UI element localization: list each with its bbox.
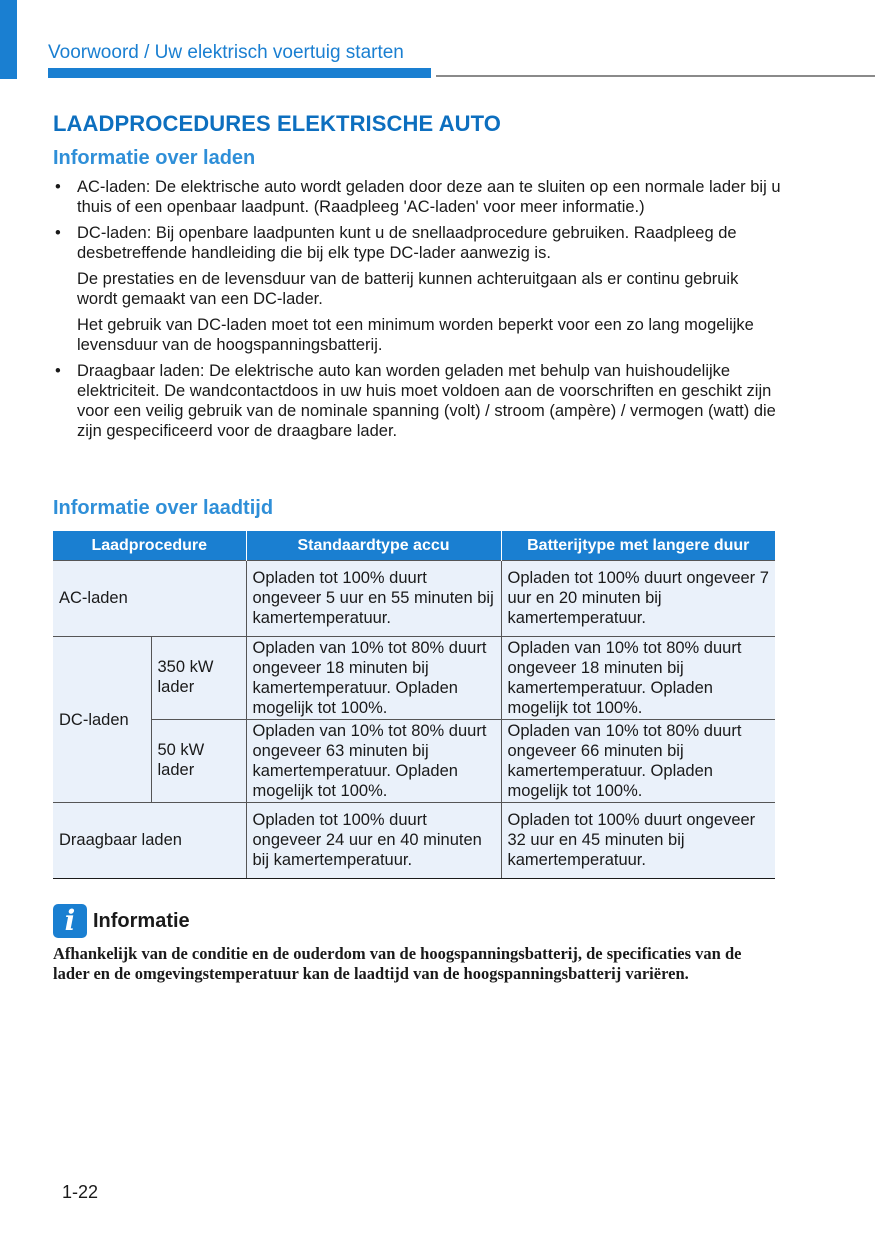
info-note	[53, 904, 773, 984]
charging-time-table	[53, 531, 775, 879]
list-item-text: Het gebruik van DC-laden moet tot een minimum worden beperkt voor een zo lang mogelijke levensduur van de hoogspanningsbatterij.	[77, 316, 754, 354]
column-header: Standaardtype accu	[246, 531, 501, 561]
header-rule	[436, 75, 875, 77]
table-row	[53, 720, 775, 803]
list-item-portable	[53, 361, 783, 441]
table-cell: Opladen tot 100% duurt ongeveer 5 uur en 55 minuten bij kamertemperatuur.	[246, 561, 501, 637]
list-item-ac	[53, 177, 783, 217]
heading-charging-time: Informatie over laadtijd	[53, 497, 274, 519]
info-icon: i	[53, 904, 87, 938]
table-cell: Opladen van 10% tot 80% duurt ongeveer 66 minuten bij kamertemperatuur. Opladen mogelijk tot 100%.	[501, 720, 775, 803]
table-cell: Opladen tot 100% duurt ongeveer 24 uur en 40 minuten bij kamertemperatuur.	[246, 803, 501, 879]
table-row	[53, 803, 775, 879]
bullet-icon: •	[55, 178, 61, 196]
column-header: Batterijtype met langere duur	[501, 531, 775, 561]
page-title: LAADPROCEDURES ELEKTRISCHE AUTO	[53, 111, 502, 136]
heading-charging-info: Informatie over laden	[53, 147, 256, 169]
column-header: Laadprocedure	[53, 531, 246, 561]
table-row	[53, 637, 775, 720]
info-text: Afhankelijk van de conditie en de ouderdom van de hoogspanningsbatterij, de specificaties van de lader en de omgevingstemperatuur kan de laadtijd van de hoogspanningsbatterij variëren.	[53, 944, 742, 983]
list-item-dc	[53, 223, 783, 355]
info-header	[53, 904, 773, 938]
charger-label: 50 kW lader	[151, 720, 246, 803]
header-rule-accent	[48, 68, 431, 78]
table-cell: Opladen van 10% tot 80% duurt ongeveer 18 minuten bij kamertemperatuur. Opladen mogelijk tot 100%.	[501, 637, 775, 720]
page-edge-tab	[0, 0, 17, 79]
table-cell: Opladen van 10% tot 80% duurt ongeveer 18 minuten bij kamertemperatuur. Opladen mogelijk tot 100%.	[246, 637, 501, 720]
info-title: Informatie	[93, 909, 190, 932]
bullet-icon: •	[55, 362, 61, 380]
charging-info-list	[53, 177, 783, 441]
page-number: 1-22	[62, 1182, 99, 1202]
row-label: AC-laden	[53, 561, 246, 637]
table-cell: Opladen tot 100% duurt ongeveer 7 uur en 20 minuten bij kamertemperatuur.	[501, 561, 775, 637]
section-header: Voorwoord / Uw elektrisch voertuig starten	[48, 42, 404, 63]
list-item-text: De prestaties en de levensduur van de batterij kunnen achteruitgaan als er continu gebruik wordt gemaakt van een DC-lader.	[77, 270, 739, 308]
list-item-text: DC-laden: Bij openbare laadpunten kunt u de snellaadprocedure gebruiken. Raadpleeg de desbetreffende handleiding die bij elk type DC-lader aanwezig is.	[77, 224, 737, 262]
row-label: DC-laden	[53, 637, 151, 803]
table-cell: Opladen tot 100% duurt ongeveer 32 uur en 45 minuten bij kamertemperatuur.	[501, 803, 775, 879]
table-header-row	[53, 531, 775, 561]
list-item-text: Draagbaar laden: De elektrische auto kan worden geladen met behulp van huishoudelijke elektriciteit. De wandcontactdoos in uw huis moet voldoen aan de voorschriften en geschikt zijn voor een veilig gebruik van de nominale spanning (volt) / stroom (ampère) / vermogen (watt) die zijn gespecificeerd voor de draagbare lader.	[77, 362, 776, 440]
row-label: Draagbaar laden	[53, 803, 246, 879]
bullet-icon: •	[55, 224, 61, 242]
list-item-text: AC-laden: De elektrische auto wordt geladen door deze aan te sluiten op een normale lader bij u thuis of een openbaar laadpunt. (Raadpleeg 'AC-laden' voor meer informatie.)	[77, 178, 781, 216]
charger-label: 350 kW lader	[151, 637, 246, 720]
table-row	[53, 561, 775, 637]
table-cell: Opladen van 10% tot 80% duurt ongeveer 63 minuten bij kamertemperatuur. Opladen mogelijk tot 100%.	[246, 720, 501, 803]
